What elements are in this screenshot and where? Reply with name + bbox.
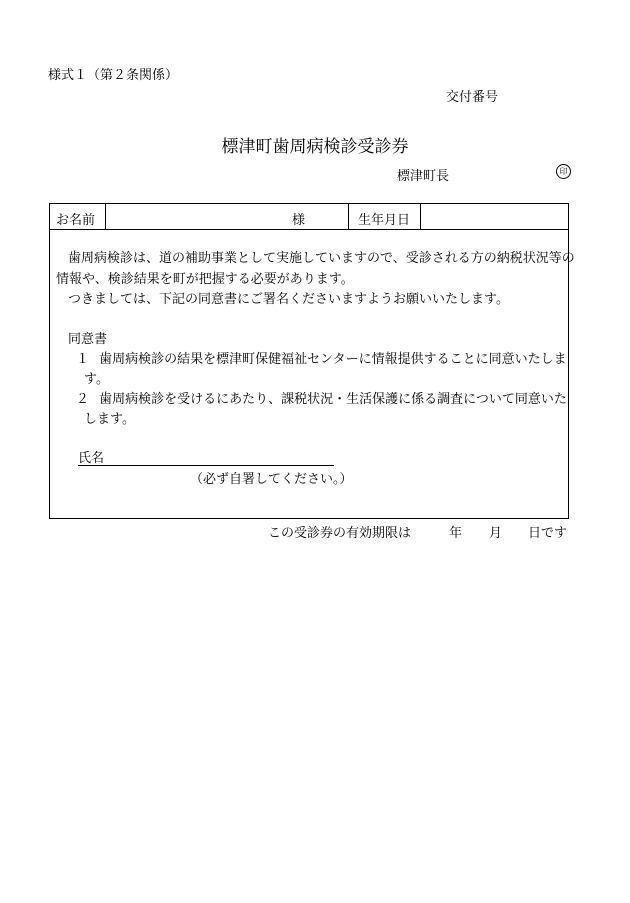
- consent-item: [56, 350, 567, 370]
- validity-month: 月: [489, 526, 503, 541]
- name-field[interactable]: [106, 204, 348, 229]
- consent-item-continued: します。: [84, 412, 135, 427]
- notice-line: 歯周病検診は、道の補助事業として実施していますので、受診される方の納税状況等の: [68, 251, 575, 266]
- birthdate-field[interactable]: [421, 204, 568, 229]
- issuer-name: 標津町長: [397, 169, 450, 184]
- validity-day: 日です: [528, 526, 568, 541]
- divider: [348, 204, 349, 229]
- signature-label: 氏名: [78, 451, 105, 466]
- consent-item-text: 歯周病検診を受けるにあたり、課税状況・生活保護に係る調査について同意いた: [99, 392, 567, 407]
- consent-item-text: 歯周病検診の結果を標津町保健福祉センターに情報提供することに同意いたしま: [99, 352, 567, 367]
- validity-prefix: この受診券の有効期限は: [268, 526, 412, 541]
- voucher-box: [49, 203, 575, 519]
- consent-item-number: ２: [76, 392, 90, 407]
- issue-number-label: 交付番号: [446, 90, 499, 105]
- birthdate-label: 生年月日: [358, 213, 411, 228]
- name-label: お名前: [56, 213, 96, 228]
- consent-heading: 同意書: [68, 332, 108, 347]
- validity-year: 年: [449, 526, 463, 541]
- form-code: 様式１（第２条関係）: [48, 68, 179, 83]
- signature-field[interactable]: [78, 465, 334, 466]
- document-title: 標津町歯周病検診受診券: [221, 137, 409, 157]
- honorific-label: 様: [292, 213, 306, 228]
- notice-line: つきましては、下記の同意書にご署名くださいますようお願いいたします。: [68, 292, 509, 307]
- consent-item-number: １: [76, 352, 90, 367]
- signature-note: （必ず自署してください。）: [190, 472, 353, 487]
- notice-line: 情報や、検診結果を町が把握する必要があります。: [56, 272, 354, 287]
- consent-item: [56, 390, 567, 410]
- consent-item-continued: す。: [84, 372, 109, 387]
- name-row: [50, 204, 568, 230]
- seal-mark: 印: [556, 164, 571, 179]
